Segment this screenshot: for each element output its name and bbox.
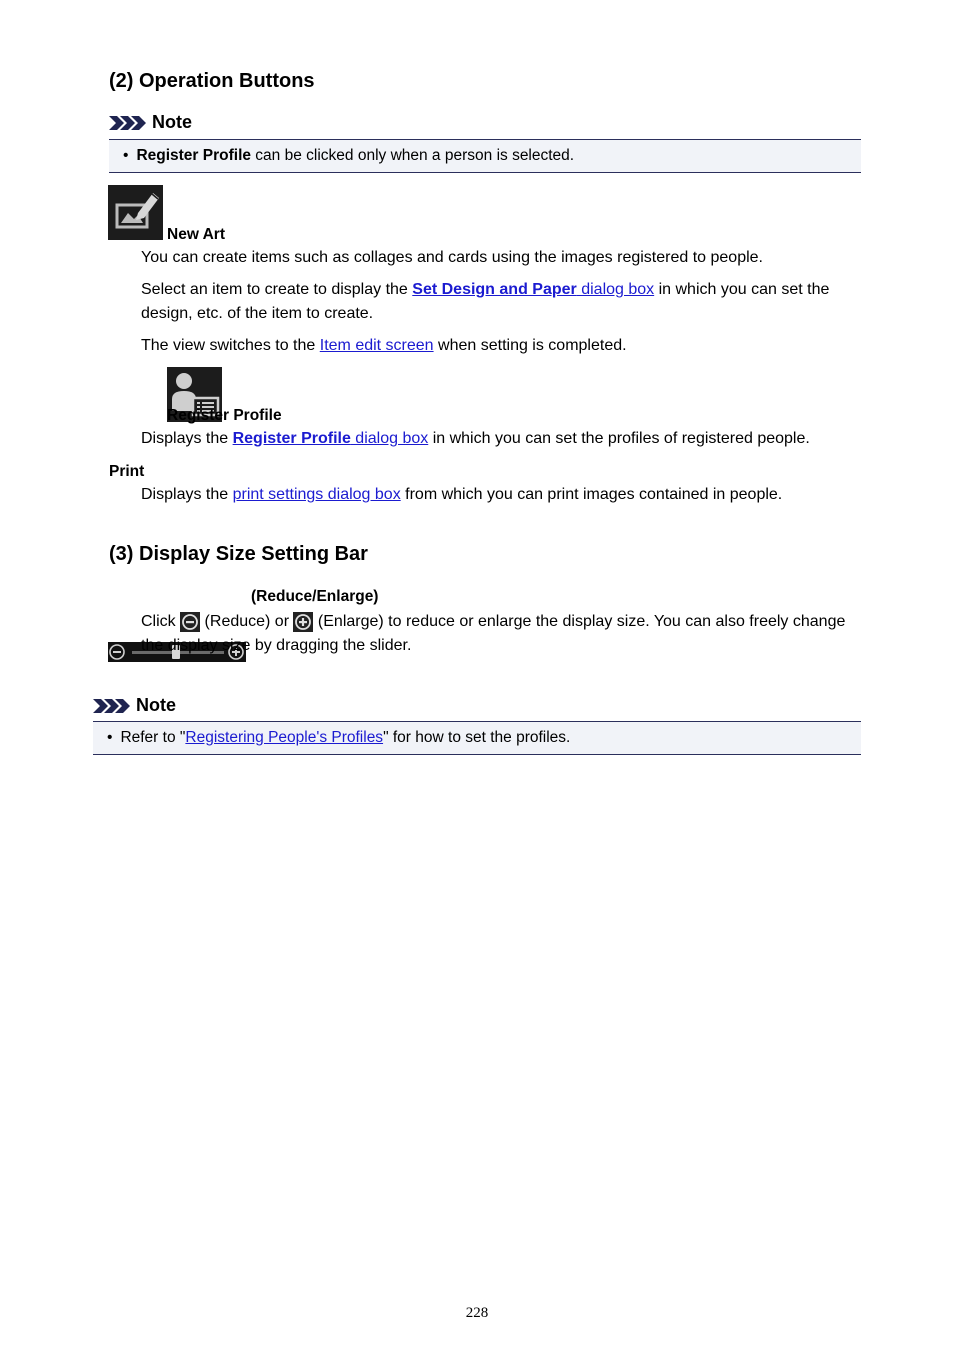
text-run: from which you can print images contained in people.: [400, 486, 783, 503]
text-run: Refer to ": [120, 729, 186, 746]
section-heading-operation-buttons: (2) Operation Buttons: [109, 70, 315, 92]
note-arrows-icon: [93, 697, 131, 715]
new-art-title: New Art: [167, 226, 225, 243]
note-item-text: can be clicked only when a person is selected.: [251, 147, 575, 164]
text-run: when setting is completed.: [433, 337, 627, 354]
text-run: (Reduce) or: [200, 613, 294, 630]
print-desc: [141, 483, 782, 507]
note-label: Note: [152, 112, 192, 132]
register-profile-desc: [141, 427, 810, 451]
note-arrows-icon: [109, 114, 147, 132]
text-run: (Enlarge) to reduce or enlarge the display size. You can also freely change: [313, 613, 846, 630]
link-text: dialog box: [576, 281, 655, 298]
new-art-icon: [108, 185, 163, 240]
note-item-bold: Register Profile: [136, 147, 251, 164]
new-art-desc-2-cont: design, etc. of the item to create.: [141, 305, 374, 322]
print-settings-link[interactable]: print settings dialog box: [232, 486, 401, 503]
register-profile-link[interactable]: [233, 430, 429, 447]
note-box: [109, 139, 861, 173]
text-run: Click: [141, 613, 181, 630]
text-run: Displays the: [141, 486, 233, 503]
link-text: dialog box: [350, 430, 429, 447]
display-size-desc-2: the display size by dragging the slider.: [141, 637, 412, 654]
register-profile-title: Register Profile: [167, 407, 282, 424]
note-header: [109, 112, 192, 133]
text-run: Displays the: [141, 430, 233, 447]
display-size-desc-1: [141, 610, 845, 634]
new-art-desc-3: [141, 334, 627, 358]
bottom-note-box: [93, 721, 861, 755]
bottom-note-header: [93, 695, 176, 716]
registering-peoples-profiles-link[interactable]: Registering People's Profiles: [185, 729, 384, 746]
text-run: in which you can set the: [654, 281, 830, 298]
text-run: " for how to set the profiles.: [383, 729, 571, 746]
new-art-desc-2: [141, 278, 829, 302]
bullet: •: [123, 147, 129, 164]
link-bold-text: Register Profile: [232, 430, 351, 447]
section-heading-display-size: (3) Display Size Setting Bar: [109, 543, 368, 565]
page-number: 228: [465, 1305, 489, 1321]
link-bold-text: Set Design and Paper: [412, 281, 577, 298]
reduce-button[interactable]: [180, 612, 200, 632]
item-edit-screen-link[interactable]: Item edit screen: [319, 337, 434, 354]
new-art-desc-1: You can create items such as collages and cards using the images registered to people.: [141, 249, 763, 266]
text-run: Select an item to create to display the: [141, 281, 413, 298]
set-design-and-paper-link[interactable]: [412, 281, 654, 298]
text-run: in which you can set the profiles of registered people.: [428, 430, 810, 447]
note-label: Note: [136, 695, 176, 715]
enlarge-button[interactable]: [293, 612, 313, 632]
text-run: The view switches to the: [141, 337, 320, 354]
bullet: •: [107, 729, 113, 746]
reduce-enlarge-label: (Reduce/Enlarge): [251, 588, 379, 605]
print-title: Print: [109, 463, 145, 480]
